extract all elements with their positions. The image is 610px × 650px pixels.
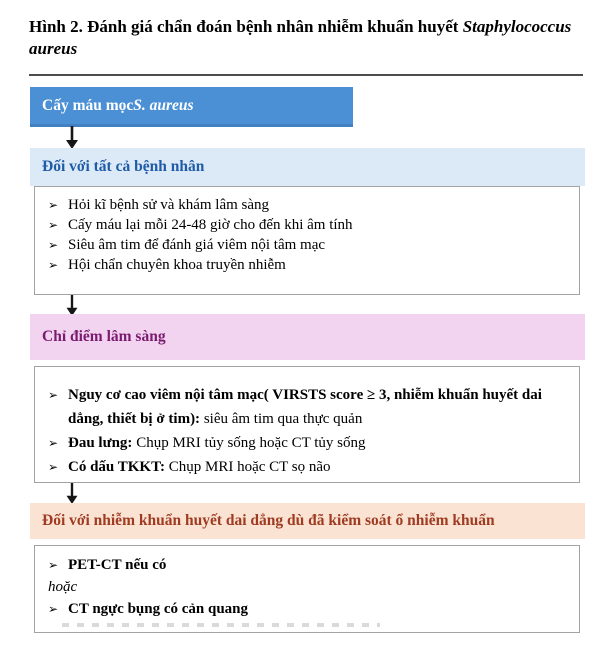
list-item-text: Siêu âm tim để đánh giá viêm nội tâm mạc xyxy=(68,237,326,253)
list-item xyxy=(48,455,569,479)
start-node-species: S. aureus xyxy=(133,96,194,114)
arrowhead-bullet-icon: ➢ xyxy=(48,238,59,252)
list-item-bold: Nguy cơ cao viêm nội tâm mạc( VIRSTS score ≥ 3, nhiễm khuẩn huyết dai dẳng, thiết bị ở tim): xyxy=(68,387,542,427)
down-arrow-icon xyxy=(63,483,81,504)
figure-title xyxy=(29,16,577,60)
list-item-bold: PET-CT nếu có xyxy=(68,557,167,573)
list-item xyxy=(48,195,569,215)
list-item-text: Hỏi kĩ bệnh sử và khám lâm sàng xyxy=(68,197,270,213)
list-item xyxy=(48,235,569,255)
list-item-rest: Chụp MRI hoặc CT sọ não xyxy=(164,459,331,475)
clipped-text-artifact xyxy=(62,623,380,627)
list-item-bold: CT ngực bụng có cản quang xyxy=(68,601,249,617)
list-item-text xyxy=(68,383,569,431)
clinical-indicators-box xyxy=(34,366,580,483)
arrowhead-bullet-icon: ➢ xyxy=(48,436,59,450)
arrowhead-bullet-icon: ➢ xyxy=(48,198,59,212)
section-header-clinical-indicators: Chỉ điểm lâm sàng xyxy=(30,314,585,360)
persistent-bacteremia-box xyxy=(34,545,580,633)
list-item-rest: siêu âm tim qua thực quản xyxy=(200,411,363,427)
list-item-text: Hội chẩn chuyên khoa truyền nhiễm xyxy=(68,257,286,273)
arrowhead-bullet-icon: ➢ xyxy=(48,258,59,272)
arrowhead-bullet-icon: ➢ xyxy=(48,218,59,232)
down-arrow-icon xyxy=(63,126,81,149)
list-item-text xyxy=(68,598,569,620)
list-item-text xyxy=(68,455,569,479)
figure-title-species: Staphylococcus aureus xyxy=(29,17,572,58)
start-node-blood-culture xyxy=(30,87,353,127)
arrowhead-bullet-icon: ➢ xyxy=(48,558,59,572)
section-header-all-patients: Đối với tất cả bệnh nhân xyxy=(30,148,585,186)
list-item xyxy=(48,215,569,235)
section-header-persistent-bacteremia: Đối với nhiễm khuẩn huyết dai dẳng dù đã kiểm soát ổ nhiễm khuẩn xyxy=(30,503,585,539)
start-node-text: Cấy máu mọc xyxy=(42,96,134,114)
arrowhead-bullet-icon: ➢ xyxy=(48,460,59,474)
list-item xyxy=(48,255,569,275)
or-connector-text: hoặc xyxy=(48,579,78,595)
list-item xyxy=(48,431,569,455)
list-item-text: Cấy máu lại mỗi 24-48 giờ cho đến khi âm tính xyxy=(68,217,353,233)
down-arrow-icon xyxy=(63,295,81,316)
list-item xyxy=(48,598,569,620)
title-divider xyxy=(29,74,583,76)
list-item xyxy=(48,554,569,576)
arrowhead-bullet-icon: ➢ xyxy=(48,602,59,616)
list-item xyxy=(48,383,569,431)
list-item-bold: Có dấu TKKT: xyxy=(68,459,165,475)
all-patients-box xyxy=(34,186,580,295)
list-item-text xyxy=(68,554,569,576)
list-item-rest: Chụp MRI tủy sống hoặc CT tủy sống xyxy=(132,435,366,451)
figure-title-text: Hình 2. Đánh giá chẩn đoán bệnh nhân nhiễm khuẩn huyết xyxy=(29,17,463,36)
list-item-text xyxy=(68,431,569,455)
list-item-bold: Đau lưng: xyxy=(68,435,133,451)
arrowhead-bullet-icon: ➢ xyxy=(48,388,59,402)
